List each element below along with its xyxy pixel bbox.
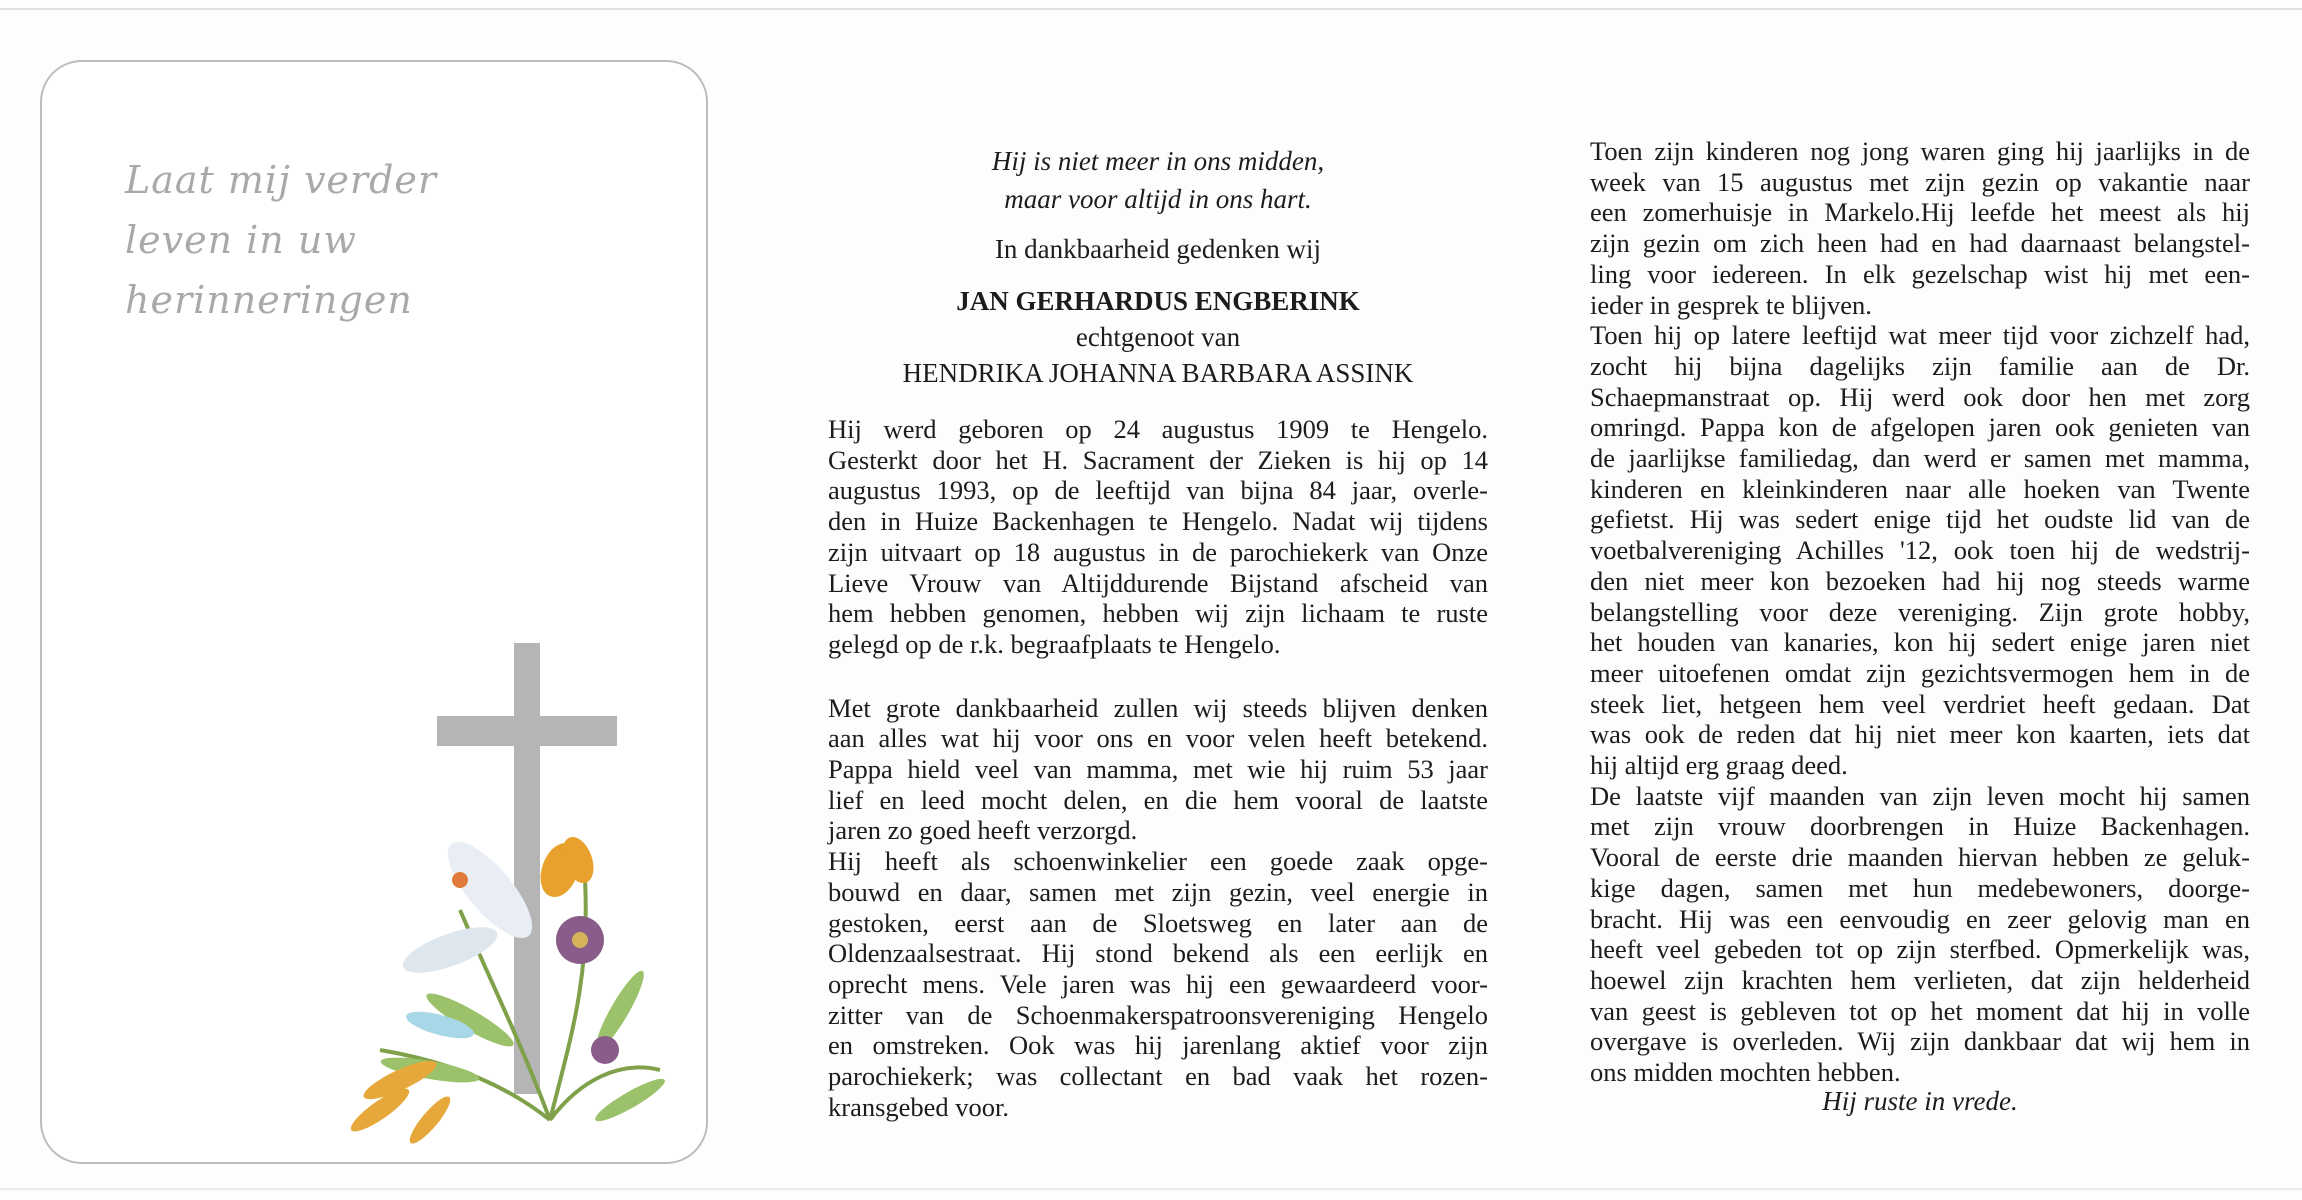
text-line: zocht hij bijna dagelijks zijn familie aan de Dr. [1590,350,2250,381]
script-line: Laat mij verder [125,158,438,202]
deceased-name: JAN GERHARDUS ENGBERINK [956,286,1360,316]
text-line: zijn uitvaart op 18 augustus in de parochiekerk van Onze [828,536,1488,567]
text-line: Hij werd geboren op 24 augustus 1909 te Hengelo. [828,414,1488,444]
text-line: kransgebed voor. [828,1091,1010,1122]
text-line: omringd. Pappa kon de afgelopen jaren ook genieten van [1590,412,2250,443]
text-line: een zomerhuisje in Markelo.Hij leefde het meest als hij [1590,197,2250,228]
text-line: Met grote dankbaarheid zullen wij steeds blijven denken [828,692,1488,723]
script-line: herinneringen [125,278,413,322]
spouse-name: HENDRIKA JOHANNA BARBARA ASSINK [902,358,1414,388]
text-line: bouwd en daar, samen met zijn gezin, veel energie in [828,876,1488,907]
text-line: heeft veel gebeden tot op zijn sterfbed. Opmerkelijk was, [1590,934,2250,965]
text-line: Oldenzaalsestraat. Hij stond bekend als een eerlijk en [828,938,1488,969]
text-line: Toen zijn kinderen nog jong waren ging hij jaarlijks in de [1590,136,2250,166]
text-line: ling voor iedereen. In elk gezelschap wist hij met een- [1590,258,2250,289]
page-top-edge [0,8,2302,10]
text-line: oprecht mens. Vele jaren was hij een gewaardeerd voor- [828,968,1488,999]
text-line: jaren zo goed heeft verzorgd. [828,815,1138,846]
text-line: De laatste vijf maanden van zijn leven mocht hij samen [1590,780,2250,811]
text-line: steek liet, hetgeen hem veel verdriet heeft gedaan. Dat [1590,688,2250,719]
text-line: den in Huize Backenhagen te Hengelo. Nadat wij tijdens [828,506,1488,537]
text-line: Toen hij op latere leeftijd wat meer tijd voor zichzelf had, [1590,320,2250,351]
script-line: leven in uw [125,218,357,262]
text-line: augustus 1993, op de leeftijd van bijna 84 jaar, overle- [828,475,1488,506]
text-line: meer uitoefenen omdat zijn gezichtsvermogen hem in de [1590,657,2250,688]
text-line: was ook de reden dat hij niet meer kon kaarten, iets dat [1590,719,2250,750]
right-column-text [1590,136,2250,1088]
text-line: de jaarlijkse familiedag, dan werd er samen met mamma, [1590,443,2250,474]
text-line: den niet meer kon bezoeken had hij nog steeds warme [1590,565,2250,596]
text-line: kinderen en kleinkinderen naar alle hoeken van Twente [1590,473,2250,504]
quote-line: Hij is niet meer in ons midden, [991,146,1325,176]
text-line: zijn gezin om zich heen had en had daarnaast belangstel- [1590,228,2250,259]
text-line: voetbalvereniging Achilles '12, ook toen hij de wedstrij- [1590,535,2250,566]
text-line: van geest is gebleven tot op het moment dat hij in volle [1590,995,2250,1026]
text-line: bracht. Hij was een eenvoudig en zeer gelovig man en [1590,903,2250,934]
text-line: Schaepmanstraat op. Hij werd ook door hen met zorg [1590,381,2250,412]
text-line: gelegd op de r.k. begraafplaats te Hengelo. [828,628,1281,659]
flower-bouquet-icon [320,820,700,1170]
text-line: Hij heeft als schoenwinkelier een goede zaak opge- [828,846,1488,877]
text-line: hij altijd erg graag deed. [1590,750,1848,781]
text-line: hoewel zijn krachten hem verlieten, dat zijn helderheid [1590,964,2250,995]
card-script-text [125,150,437,330]
text-line: kige dagen, samen met hun medebewoners, doorge- [1590,872,2250,903]
intro-text: In dankbaarheid gedenken wij [994,234,1322,264]
page-bottom-edge [0,1188,2302,1190]
text-line: week van 15 augustus met zijn gezin op vakantie naar [1590,166,2250,197]
text-line: parochiekerk; was collectant en bad vaak het rozen- [828,1061,1488,1092]
middle-column-text [828,414,1488,1122]
text-line: belangstelling voor deze vereniging. Zijn grote hobby, [1590,596,2250,627]
text-line: Pappa hield veel van mamma, met wie hij ruim 53 jaar [828,754,1488,785]
text-line: aan alles wat hij voor ons en voor velen heeft betekend. [828,723,1488,754]
text-line: overgave is overleden. Wij zijn dankbaar dat wij hem in [1590,1026,2250,1057]
text-line: lief en leed mocht delen, en die hem vooral de laatste [828,784,1488,815]
text-line: hem hebben genomen, hebben wij zijn lichaam te ruste [828,598,1488,629]
text-line: het houden van kanaries, kon hij sedert enige jaren niet [1590,627,2250,658]
quote-line: maar voor altijd in ons hart. [1004,184,1312,214]
relation-text: echtgenoot van [1075,322,1241,352]
text-line: zitter van de Schoenmakerspatroonsvereniging Hengelo [828,999,1488,1030]
closing-text: Hij ruste in vrede. [1822,1086,2018,1116]
text-line: Vooral de eerste drie maanden hiervan hebben ze geluk- [1590,842,2250,873]
text-line: Gesterkt door het H. Sacrament der Zieken is hij op 14 [828,444,1488,475]
text-line: ieder in gesprek te blijven. [1590,289,1872,320]
text-line: Lieve Vrouw van Altijddurende Bijstand afscheid van [828,567,1488,598]
text-line: gefietst. Hij was sedert enige tijd het oudste lid van de [1590,504,2250,535]
text-line: ons midden mochten hebben. [1590,1057,1901,1088]
text-line: met zijn vrouw doorbrengen in Huize Backenhagen. [1590,811,2250,842]
text-line: gestoken, eerst aan de Sloetsweg en later aan de [828,907,1488,938]
text-line: en omstreken. Ook was hij jarenlang aktief voor zijn [828,1030,1488,1061]
cross-icon-horizontal [437,716,617,746]
